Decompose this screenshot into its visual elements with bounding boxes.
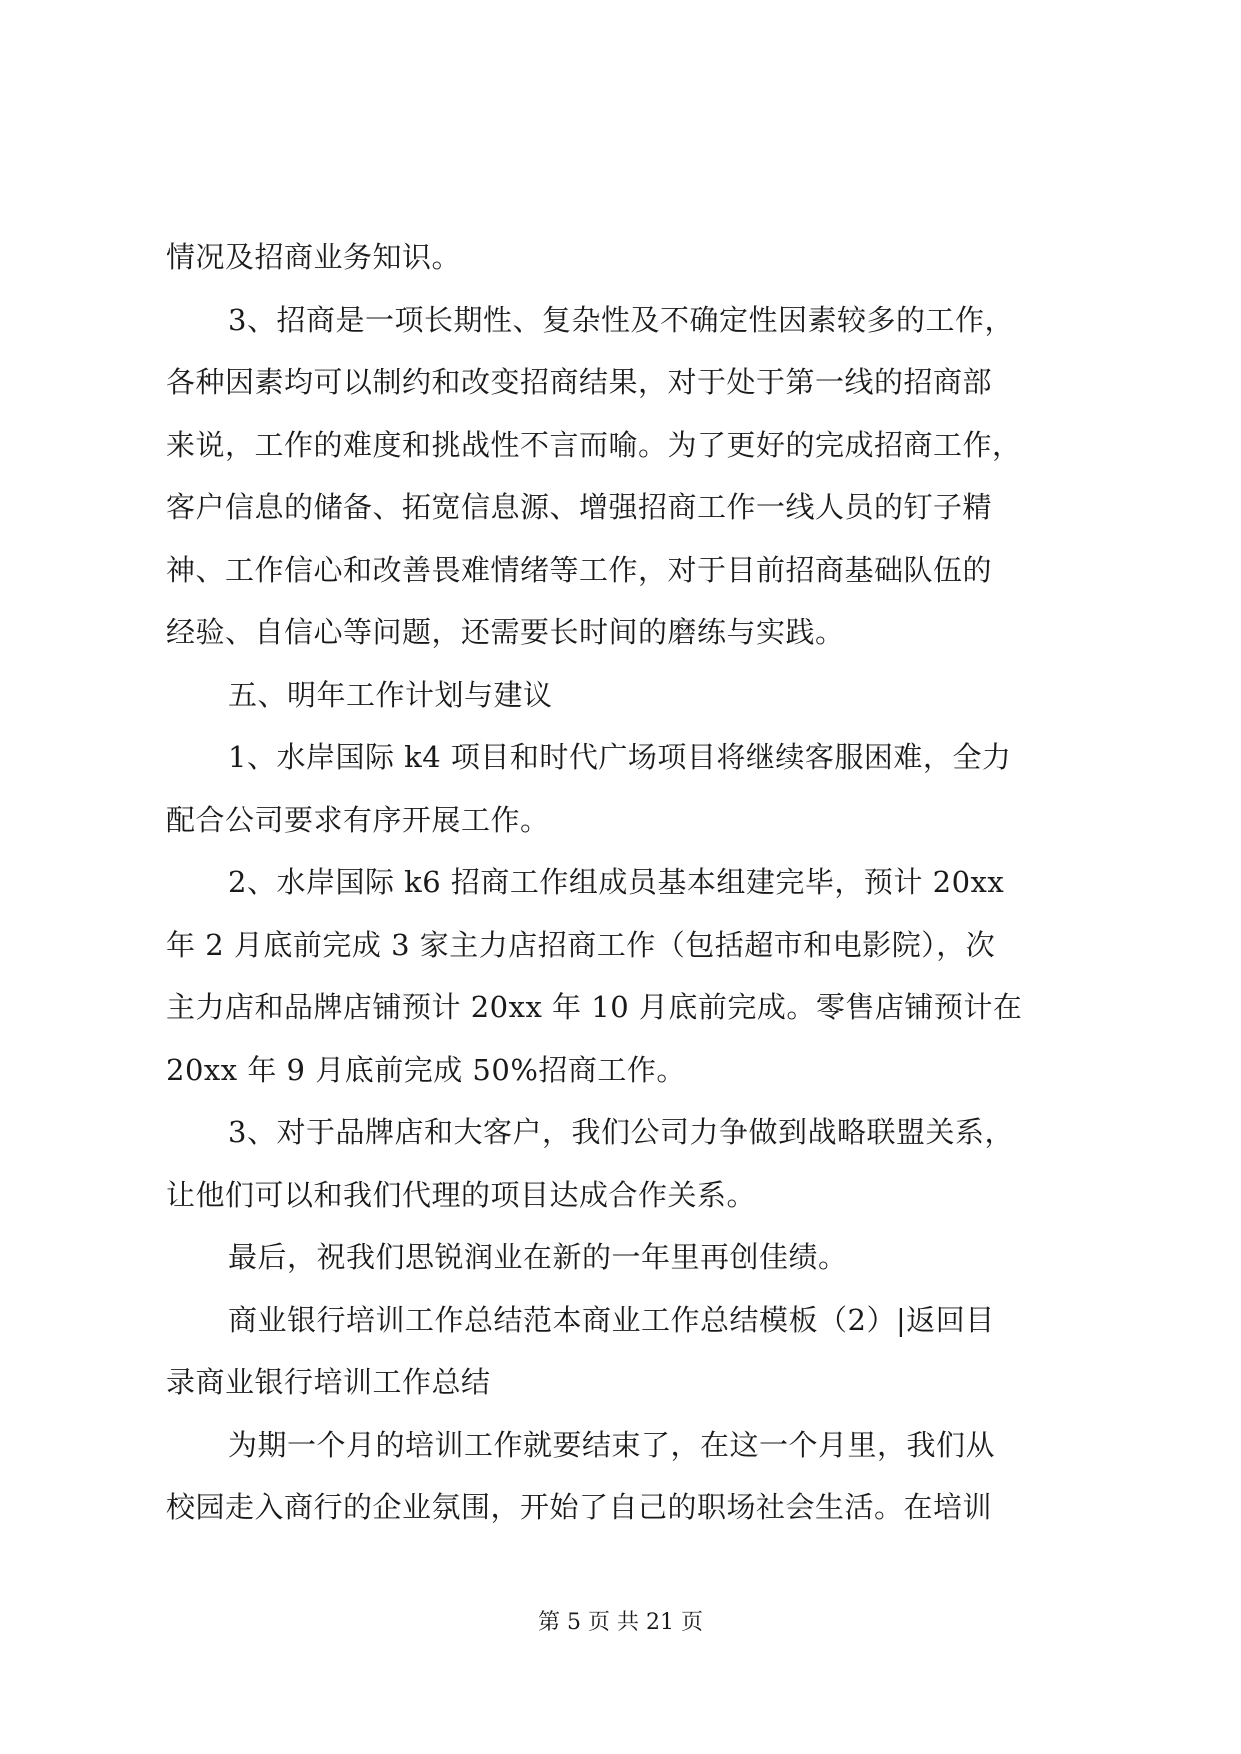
text-line: 让他们可以和我们代理的项目达成合作关系。	[166, 1177, 757, 1212]
page-number-footer: 第 5 页 共 21 页	[538, 1610, 703, 1635]
text-line: 2、水岸国际 k6 招商工作组成员基本组建完毕，预计 20xx	[228, 865, 1005, 899]
text-line: 3、招商是一项长期性、复杂性及不确定性因素较多的工作，	[228, 302, 1014, 337]
text-line: 经验、自信心等问题，还需要长时间的磨练与实践。	[166, 615, 845, 649]
text-line: 客户信息的储备、拓宽信息源、增强招商工作一线人员的钉子精	[166, 490, 993, 524]
text-line: 最后，祝我们思锐润业在新的一年里再创佳绩。	[228, 1240, 848, 1274]
text-line: 为期一个月的培训工作就要结束了，在这一个月里，我们从	[228, 1427, 996, 1462]
section-heading: 五、明年工作计划与建议	[228, 677, 553, 712]
article-title: 商业银行培训工作总结范本商业工作总结模板（2）|返回目	[228, 1302, 995, 1337]
text-line: 情况及招商业务知识。	[166, 240, 462, 274]
text-line: 年 2 月底前完成 3 家主力店招商工作（包括超市和电影院），次	[166, 927, 996, 962]
text-line: 3、对于品牌店和大客户，我们公司力争做到战略联盟关系，	[228, 1115, 1014, 1149]
text-line: 各种因素均可以制约和改变招商结果，对于处于第一线的招商部	[166, 365, 993, 399]
text-line: 1、水岸国际 k4 项目和时代广场项目将继续客服困难，全力	[228, 740, 1012, 774]
text-line: 神、工作信心和改善畏难情绪等工作，对于目前招商基础队伍的	[166, 552, 993, 587]
body-text	[166, 226, 1078, 1539]
article-title: 录商业银行培训工作总结	[166, 1365, 491, 1399]
text-line: 来说，工作的难度和挑战性不言而喻。为了更好的完成招商工作，	[166, 427, 1022, 462]
text-line: 主力店和品牌店铺预计 20xx 年 10 月底前完成。零售店铺预计在	[166, 990, 1023, 1024]
text-line: 配合公司要求有序开展工作。	[166, 802, 550, 837]
text-line: 20xx 年 9 月底前完成 50%招商工作。	[166, 1052, 686, 1087]
text-line: 校园走入商行的企业氛围，开始了自己的职场社会生活。在培训	[166, 1490, 993, 1524]
